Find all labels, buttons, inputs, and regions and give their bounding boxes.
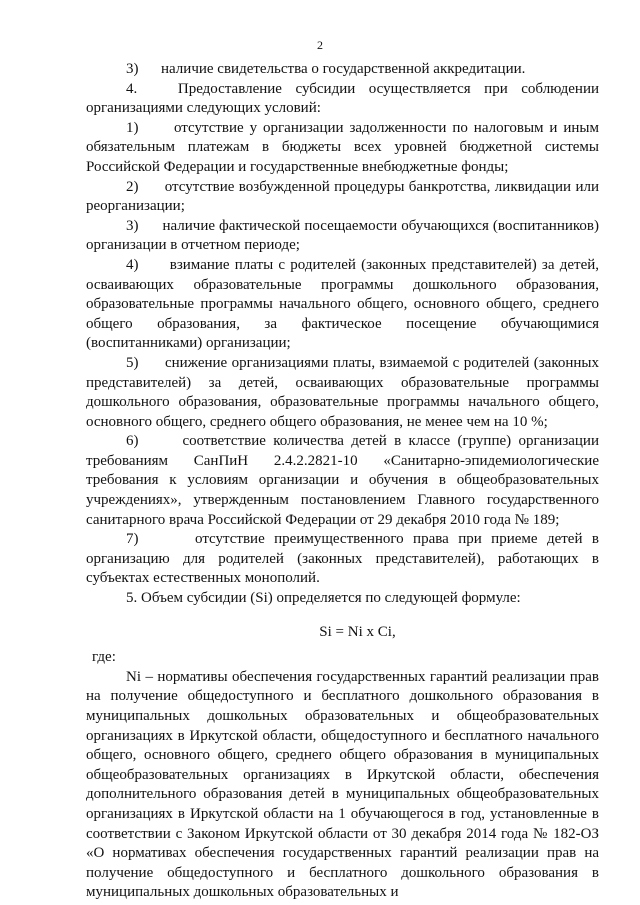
ni-definition: Ni – нормативы обеспечения государственных гарантий реализации прав на получение общедоступного и бесплатного дошкольного образования в муниципальных дошкольных образовательных и общеобразовательных организациях в Иркутской области, общедоступного и бесплатного начального общего, основного общего, среднего общего образования в муниципальных общеобразовательных организациях в Иркутской области, обеспечения дополнительного образования детей в муниципальных общеобразовательных организациях в Иркутской области на 1 обучающегося в год, установленные в соответствии с Законом Иркутской области от 30 декабря 2014 года № 182-ОЗ «О нормативах обеспечения государственных гарантий реализации прав на получение общедоступного и бесплатного дошкольного образования в муниципальных дошкольных образовательных и xyxy=(86,668,599,901)
condition-1-no-debt: 1) отсутствие у организации задолженности по налоговым и иным обязательным платежам в бюджеты всех уровней бюджетной системы Российской Федерации и государственные внебюджетные фонды; xyxy=(86,119,599,175)
document-body xyxy=(86,60,599,903)
condition-7-no-preference: 7) отсутствие преимущественного права при приеме детей в организацию для родителей (законных представителей), работающих в субъектах естественных монополий. xyxy=(86,531,599,587)
condition-3-attendance: 3) наличие фактической посещаемости обучающихся (воспитанников) организации в отчетном периоде; xyxy=(86,217,599,254)
subsidy-formula: Si = Ni x Ci, xyxy=(319,623,396,640)
condition-5-fee-reduction: 5) снижение организациями платы, взимаемой с родителей (законных представителей) за детей, осваивающих образовательные программы дошкольного образования, образовательные программы начального общего, основного общего, среднего общего образования, не менее чем на 10 %; xyxy=(86,354,599,430)
paragraph-item-3-accreditation: 3) наличие свидетельства о государственной аккредитации. xyxy=(126,61,526,77)
page-number: 2 xyxy=(317,38,323,52)
condition-6-sanpin: 6) соответствие количества детей в классе (группе) организации требованиям СанПиН 2.4.2.2821-10 «Санитарно-эпидемиологические требования к условиям организации и обучения в общеобразовательных учреждениях», утвержденным постановлением Главного государственного санитарного врача Российской Федерации от 29 декабря 2010 года № 189; xyxy=(86,433,599,528)
where-label: где: xyxy=(92,649,116,666)
paragraph-section-4-conditions: 4. Предоставление субсидии осуществляется при соблюдении организациями следующих условий: xyxy=(86,80,599,117)
condition-2-no-bankruptcy: 2) отсутствие возбужденной процедуры банкротства, ликвидации или реорганизации; xyxy=(86,178,599,215)
paragraph-section-5-formula-intro: 5. Объем субсидии (Si) определяется по следующей формуле: xyxy=(126,590,521,607)
condition-4-parent-fee: 4) взимание платы с родителей (законных представителей) за детей, осваивающих образовательные программы дошкольного образования, образовательные программы начального общего, основного общего, среднего общего образования, за фактическое посещение обучающимися (воспитанниками) организации; xyxy=(86,256,599,352)
